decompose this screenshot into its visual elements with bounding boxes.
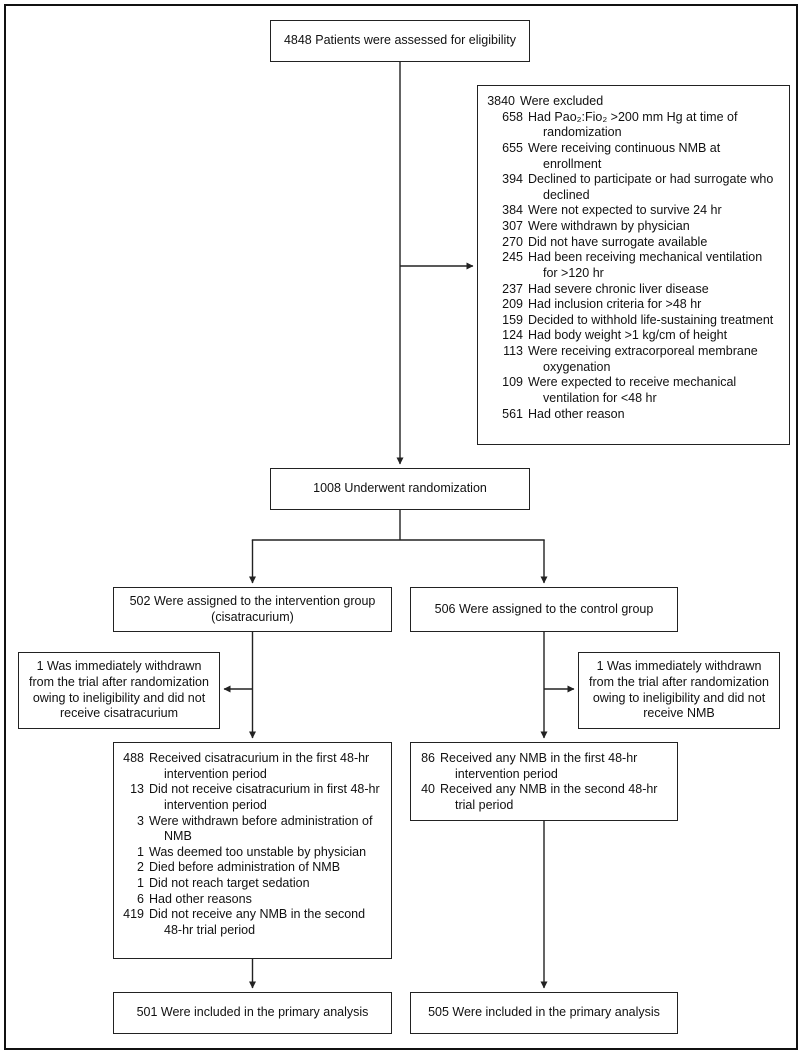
intervention-analysis-text: 501 Were included in the primary analysis bbox=[136, 1005, 369, 1020]
eligibility-box bbox=[270, 20, 530, 62]
excluded-item-row bbox=[495, 235, 780, 251]
excluded-item-count: 394 bbox=[502, 172, 523, 187]
excluded-item-row bbox=[495, 141, 780, 172]
intervention-treatment-row bbox=[123, 892, 382, 908]
intervention-treatment-reason: Were withdrawn before administration of NMB bbox=[149, 813, 373, 844]
excluded-item-reason: Were not expected to survive 24 hr bbox=[528, 203, 722, 218]
intervention-treatment-reason: Received cisatracurium in the first 48-hr intervention period bbox=[149, 751, 370, 781]
excluded-item-count: 307 bbox=[502, 219, 523, 233]
excluded-item-count: 655 bbox=[502, 140, 523, 155]
intervention-treatment-box bbox=[113, 742, 392, 959]
excluded-header-row bbox=[487, 94, 780, 110]
control-treatment-count: 40 bbox=[421, 782, 435, 797]
excluded-item-reason: Were receiving continuous NMB at enrollment bbox=[528, 140, 721, 171]
excluded-item-reason: Had other reason bbox=[528, 406, 625, 421]
excluded-item-count: 237 bbox=[502, 281, 523, 296]
intervention-treatment-count: 488 bbox=[123, 751, 144, 765]
excluded-item-row bbox=[495, 297, 780, 313]
excluded-item-count: 159 bbox=[502, 312, 523, 327]
control-treatment-reason: Received any NMB in the second 48-hr trial period bbox=[440, 782, 658, 812]
excluded-items bbox=[487, 110, 780, 423]
excluded-item-count: 245 bbox=[502, 250, 523, 265]
excluded-item-count: 113 bbox=[503, 344, 523, 358]
intervention-treatment-row bbox=[123, 814, 382, 845]
excluded-item-reason: Were receiving extracorporeal membrane oxygenation bbox=[528, 344, 758, 374]
excluded-item-row bbox=[495, 110, 780, 141]
excluded-item-reason: Had severe chronic liver disease bbox=[528, 281, 709, 296]
intervention-treatment-row bbox=[123, 907, 382, 938]
control-analysis-text: 505 Were included in the primary analysis bbox=[428, 1005, 660, 1020]
intervention-treatment-items bbox=[123, 751, 382, 939]
excluded-item-row bbox=[495, 219, 780, 235]
control-treatment-box bbox=[410, 742, 678, 821]
excluded-box bbox=[477, 85, 790, 445]
excluded-item-count: 209 bbox=[502, 297, 523, 312]
excluded-item-row bbox=[495, 172, 780, 203]
control-withdrawn-text: 1 Was immediately withdrawn from the trial after randomization owing to ineligibility and did not receive NMB bbox=[589, 659, 769, 721]
intervention-treatment-reason: Did not receive any NMB in the second 48-hr trial period bbox=[149, 907, 366, 937]
control-treatment-row bbox=[420, 782, 668, 813]
intervention-treatment-row bbox=[123, 751, 382, 782]
excluded-item-reason: Were withdrawn by physician bbox=[528, 219, 690, 233]
excluded-item-reason: Were expected to receive mechanical ventilation for <48 hr bbox=[528, 375, 737, 405]
intervention-treatment-reason: Did not receive cisatracurium in first 48-hr intervention period bbox=[149, 782, 380, 812]
intervention-treatment-count: 13 bbox=[130, 782, 144, 797]
intervention-treatment-count: 419 bbox=[123, 907, 144, 922]
intervention-treatment-reason: Did not reach target sedation bbox=[149, 876, 310, 890]
intervention-treatment-row bbox=[123, 860, 382, 876]
excluded-item-count: 384 bbox=[502, 203, 523, 218]
randomization-box bbox=[270, 468, 530, 510]
excluded-item-row bbox=[495, 313, 780, 329]
intervention-treatment-reason: Was deemed too unstable by physician bbox=[149, 844, 367, 859]
excluded-item-row bbox=[495, 407, 780, 423]
intervention-treatment-row bbox=[123, 782, 382, 813]
intervention-treatment-row bbox=[123, 876, 382, 892]
intervention-treatment-reason: Died before administration of NMB bbox=[149, 860, 341, 875]
control-treatment-row bbox=[420, 751, 668, 782]
excluded-item-reason: Had inclusion criteria for >48 hr bbox=[528, 297, 702, 312]
intervention-withdrawn-box bbox=[18, 652, 220, 729]
excluded-header-count: 3840 bbox=[487, 94, 515, 108]
excluded-item-count: 124 bbox=[502, 328, 523, 343]
excluded-item-reason: Had body weight >1 kg/cm of height bbox=[528, 328, 728, 343]
excluded-item-reason: Declined to participate or had surrogate who declined bbox=[528, 172, 774, 202]
intervention-treatment-count: 2 bbox=[137, 860, 144, 875]
excluded-item-row bbox=[495, 375, 780, 406]
excluded-item-count: 658 bbox=[502, 109, 523, 124]
intervention-group-box bbox=[113, 587, 392, 632]
control-group-text: 506 Were assigned to the control group bbox=[434, 601, 654, 616]
intervention-withdrawn-text: 1 Was immediately withdrawn from the trial after randomization owing to ineligibility and did not receive cisatracurium bbox=[29, 659, 209, 721]
eligibility-text: 4848 Patients were assessed for eligibility bbox=[283, 33, 517, 48]
control-withdrawn-box bbox=[578, 652, 780, 729]
control-analysis-box bbox=[410, 992, 678, 1034]
intervention-treatment-count: 1 bbox=[137, 876, 144, 890]
excluded-item-row bbox=[495, 250, 780, 281]
excluded-item-count: 561 bbox=[502, 406, 523, 421]
excluded-item-row bbox=[495, 282, 780, 298]
intervention-analysis-box bbox=[113, 992, 392, 1034]
excluded-item-reason: Had been receiving mechanical ventilation for >120 hr bbox=[528, 250, 763, 280]
control-treatment-items bbox=[420, 751, 668, 814]
excluded-item-row bbox=[495, 344, 780, 375]
excluded-item-count: 109 bbox=[502, 375, 523, 390]
intervention-treatment-row bbox=[123, 845, 382, 861]
excluded-item-row bbox=[495, 328, 780, 344]
excluded-item-reason: Did not have surrogate available bbox=[528, 234, 708, 249]
intervention-treatment-count: 6 bbox=[137, 891, 144, 906]
control-treatment-count: 86 bbox=[421, 751, 435, 765]
excluded-item-reason: Had Pao₂:Fio₂ >200 mm Hg at time of randomization bbox=[528, 109, 738, 140]
excluded-item-row bbox=[495, 203, 780, 219]
intervention-treatment-reason: Had other reasons bbox=[149, 891, 252, 906]
intervention-treatment-count: 1 bbox=[137, 844, 144, 859]
intervention-treatment-count: 3 bbox=[137, 813, 144, 828]
excluded-item-count: 270 bbox=[502, 234, 523, 249]
randomization-text: 1008 Underwent randomization bbox=[313, 481, 487, 496]
excluded-item-reason: Decided to withhold life-sustaining treatment bbox=[528, 312, 774, 327]
intervention-group-text: 502 Were assigned to the intervention group (cisatracurium) bbox=[129, 593, 376, 624]
control-treatment-reason: Received any NMB in the first 48-hr intervention period bbox=[440, 751, 638, 781]
control-group-box bbox=[410, 587, 678, 632]
excluded-header-label: Were excluded bbox=[520, 94, 604, 108]
